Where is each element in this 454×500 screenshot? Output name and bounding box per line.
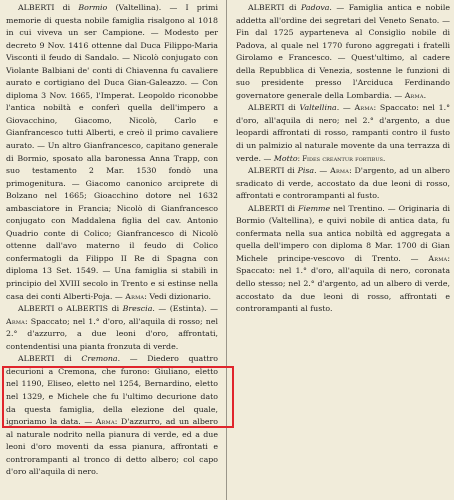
- entry-alberti-valtellina: [236, 102, 450, 165]
- arma-label: Arma: [354, 103, 374, 113]
- entry-name: ALBERTI: [18, 354, 55, 364]
- arma-label: Arma: [95, 417, 115, 427]
- arma-text: : D'azzurro, ad un albero al naturale nodrito nella pianura di verde, ed a due leoni d'oro moventi da essa pianura, affrontati e controrampanti al tronco di detto albero; col capo d'oro all'aquila di nero.: [6, 417, 218, 477]
- arma-text: : Spaccato: nel 1.° d'oro, all'aquila di nero; nel 2.° d'argento, a due leopardi affrontati di rosso, rampanti contro il fusto di un palmizio al naturale movente da una terrazza di verde. —: [236, 103, 450, 163]
- entry-of: di: [62, 3, 71, 12]
- entry-name: ALBERTI: [18, 3, 55, 12]
- entry-text: (Valtellina). — I primi memorie di questa nobile famiglia risalgono al 1018 in cui viveva un ser Campione. — Modesto per decreto 9 Nov. 1416 ottenne dal Duca Filippo-Maria Visconti il feudo di Sandalo. — Nicolò conjugato con Violante Balbiani de' conti di Chiavenna fu cavaliere aurato e cortigiano del Duca Gian-Galeazzo. — Con diploma 3 Nov. 1665, l'Imperat. Leopoldo riconobbe l'antica nobiltà e conferì quella dell'impero a Giovacchino, Giacomo, Nicolò, Carlo e Gianfrancesco tutti Alberti, e creò il primo cavaliere aurato. — Un altro Gianfrancesco, capitano generale di Bormio, sposato alla baronessa Anna Trapp, con suo testamento 2 Mar. 1530 fondò una primogenitura. — Giacomo canonico arciprete di Bolzano nel 1665; Gioacchino dotore nel 1632 ambasciatore in Francia; Nicolò di Gianfrancesco conjugato con Maddalena figlia del cav. Antonio Quadrio conte di Colico; Gianfrancesco di Nicolò ottenne dall'avo materno il feudo di Colico confermatogli da Filippo II Re di Spagna con diploma 13 Set. 1549. — Una famiglia si stabilì in principio del XVIII secolo in Trento e si estinse nella casa dei conti Alberti-Poja. —: [6, 3, 218, 301]
- entry-place: Bormio: [78, 3, 108, 12]
- arma-label: Arma: [125, 291, 145, 301]
- left-column: [6, 2, 218, 500]
- arma-label: Arma: [404, 90, 424, 100]
- entry-place: Valtellina: [299, 103, 337, 113]
- entry-name: ALBERTI: [248, 103, 285, 113]
- entry-alberti-fiemme: [236, 203, 450, 316]
- entry-place: Padova: [300, 3, 330, 12]
- arma-text: : Spaccato: nel 1.° d'oro, all'aquila di nero, coronata dello stesso; nel 2.° d'argento, ad un albero di verde, accostato da due leoni di rosso, affrontati e controrampanti al fusto.: [236, 253, 450, 314]
- entry-of: di: [287, 203, 295, 213]
- right-column: [236, 2, 450, 500]
- entry-alberti-cremona: [6, 353, 218, 478]
- arma-text: : Vedi dizionario.: [144, 291, 211, 301]
- entry-text: . — Diedero quattro decurioni a Cremona, che furono: Giuliano, eletto nel 1190, Eliseo, eletto nel 1254, Bernardino, eletto nel 1329, e Michele che fu l'ultimo decurione dato da questa famiglia, della elezione del quale, ignoriamo la data. —: [6, 354, 218, 427]
- entry-text: . — Famiglia antica e nobile addetta all'ordine dei segretari del Veneto Senato. — Fin dal 1725 ayparteneva al Consiglio nobile di Padova, al quale nel 1770 furono aggregati i fratelli Girolamo e Francesco. — Quest'ultimo, al cadere della Repubblica di Venezia, sostenne le funzioni di suo presidente presso l'Arciduca Ferdinando governatore generale della Lombardia. —: [236, 3, 450, 100]
- arma-label: Arma: [330, 166, 350, 176]
- entry-alberti-padova: [236, 2, 450, 102]
- entry-name: ALBERTI o ALBERTIS: [18, 304, 109, 314]
- entry-name: ALBERTI: [248, 203, 285, 213]
- entry-place: Cremona: [81, 354, 118, 364]
- entry-of: di: [111, 304, 120, 314]
- motto-text: : Fides creantur fortibus.: [297, 154, 386, 163]
- motto-label: Motto: [273, 153, 298, 163]
- entry-text: . —: [336, 103, 351, 113]
- entry-of: di: [64, 354, 72, 364]
- entry-of: di: [288, 3, 297, 12]
- entry-alberti-pisa: [236, 165, 450, 203]
- entry-text: . — (Estinta). —: [152, 304, 218, 314]
- entry-alberti-brescia: [6, 303, 218, 353]
- entry-text: . —: [314, 166, 328, 176]
- entry-name: ALBERTI: [248, 3, 285, 12]
- entry-text: nel Trentino. — Originaria di Bormio (Valtellina), e quivi nobile di antica data, fu confermata nella sua antica nobiltà ed aggregata a quella dell'impero con diploma 8 Mar. 1700 di Gian Michele principe-vescovo di Trento. —: [236, 203, 450, 263]
- entry-alberti-bormio: [6, 2, 218, 303]
- entry-of: di: [288, 103, 296, 113]
- arma-text: : D'argento, ad un albero sradicato di verde, accostato da due leoni di rosso, affrontati e controrampanti al fusto.: [236, 166, 450, 201]
- arma-label: Arma: [6, 316, 25, 326]
- entry-name: ALBERTI: [248, 166, 285, 176]
- entry-place: Brescia: [122, 304, 153, 314]
- arma-text: : Spaccato; nel 1.° d'oro, all'aquila di rosso; nel 2.° d'azzurro, a due leoni d'oro, affrontati, contendentisi una pianta fronzuta di verde.: [6, 316, 218, 351]
- column-divider: [226, 0, 227, 500]
- entry-of: di: [287, 166, 295, 176]
- arma-text: .: [423, 90, 427, 100]
- entry-place: Pisa: [297, 166, 315, 176]
- arma-label: Arma: [428, 253, 448, 263]
- entry-place: Fiemme: [298, 203, 331, 213]
